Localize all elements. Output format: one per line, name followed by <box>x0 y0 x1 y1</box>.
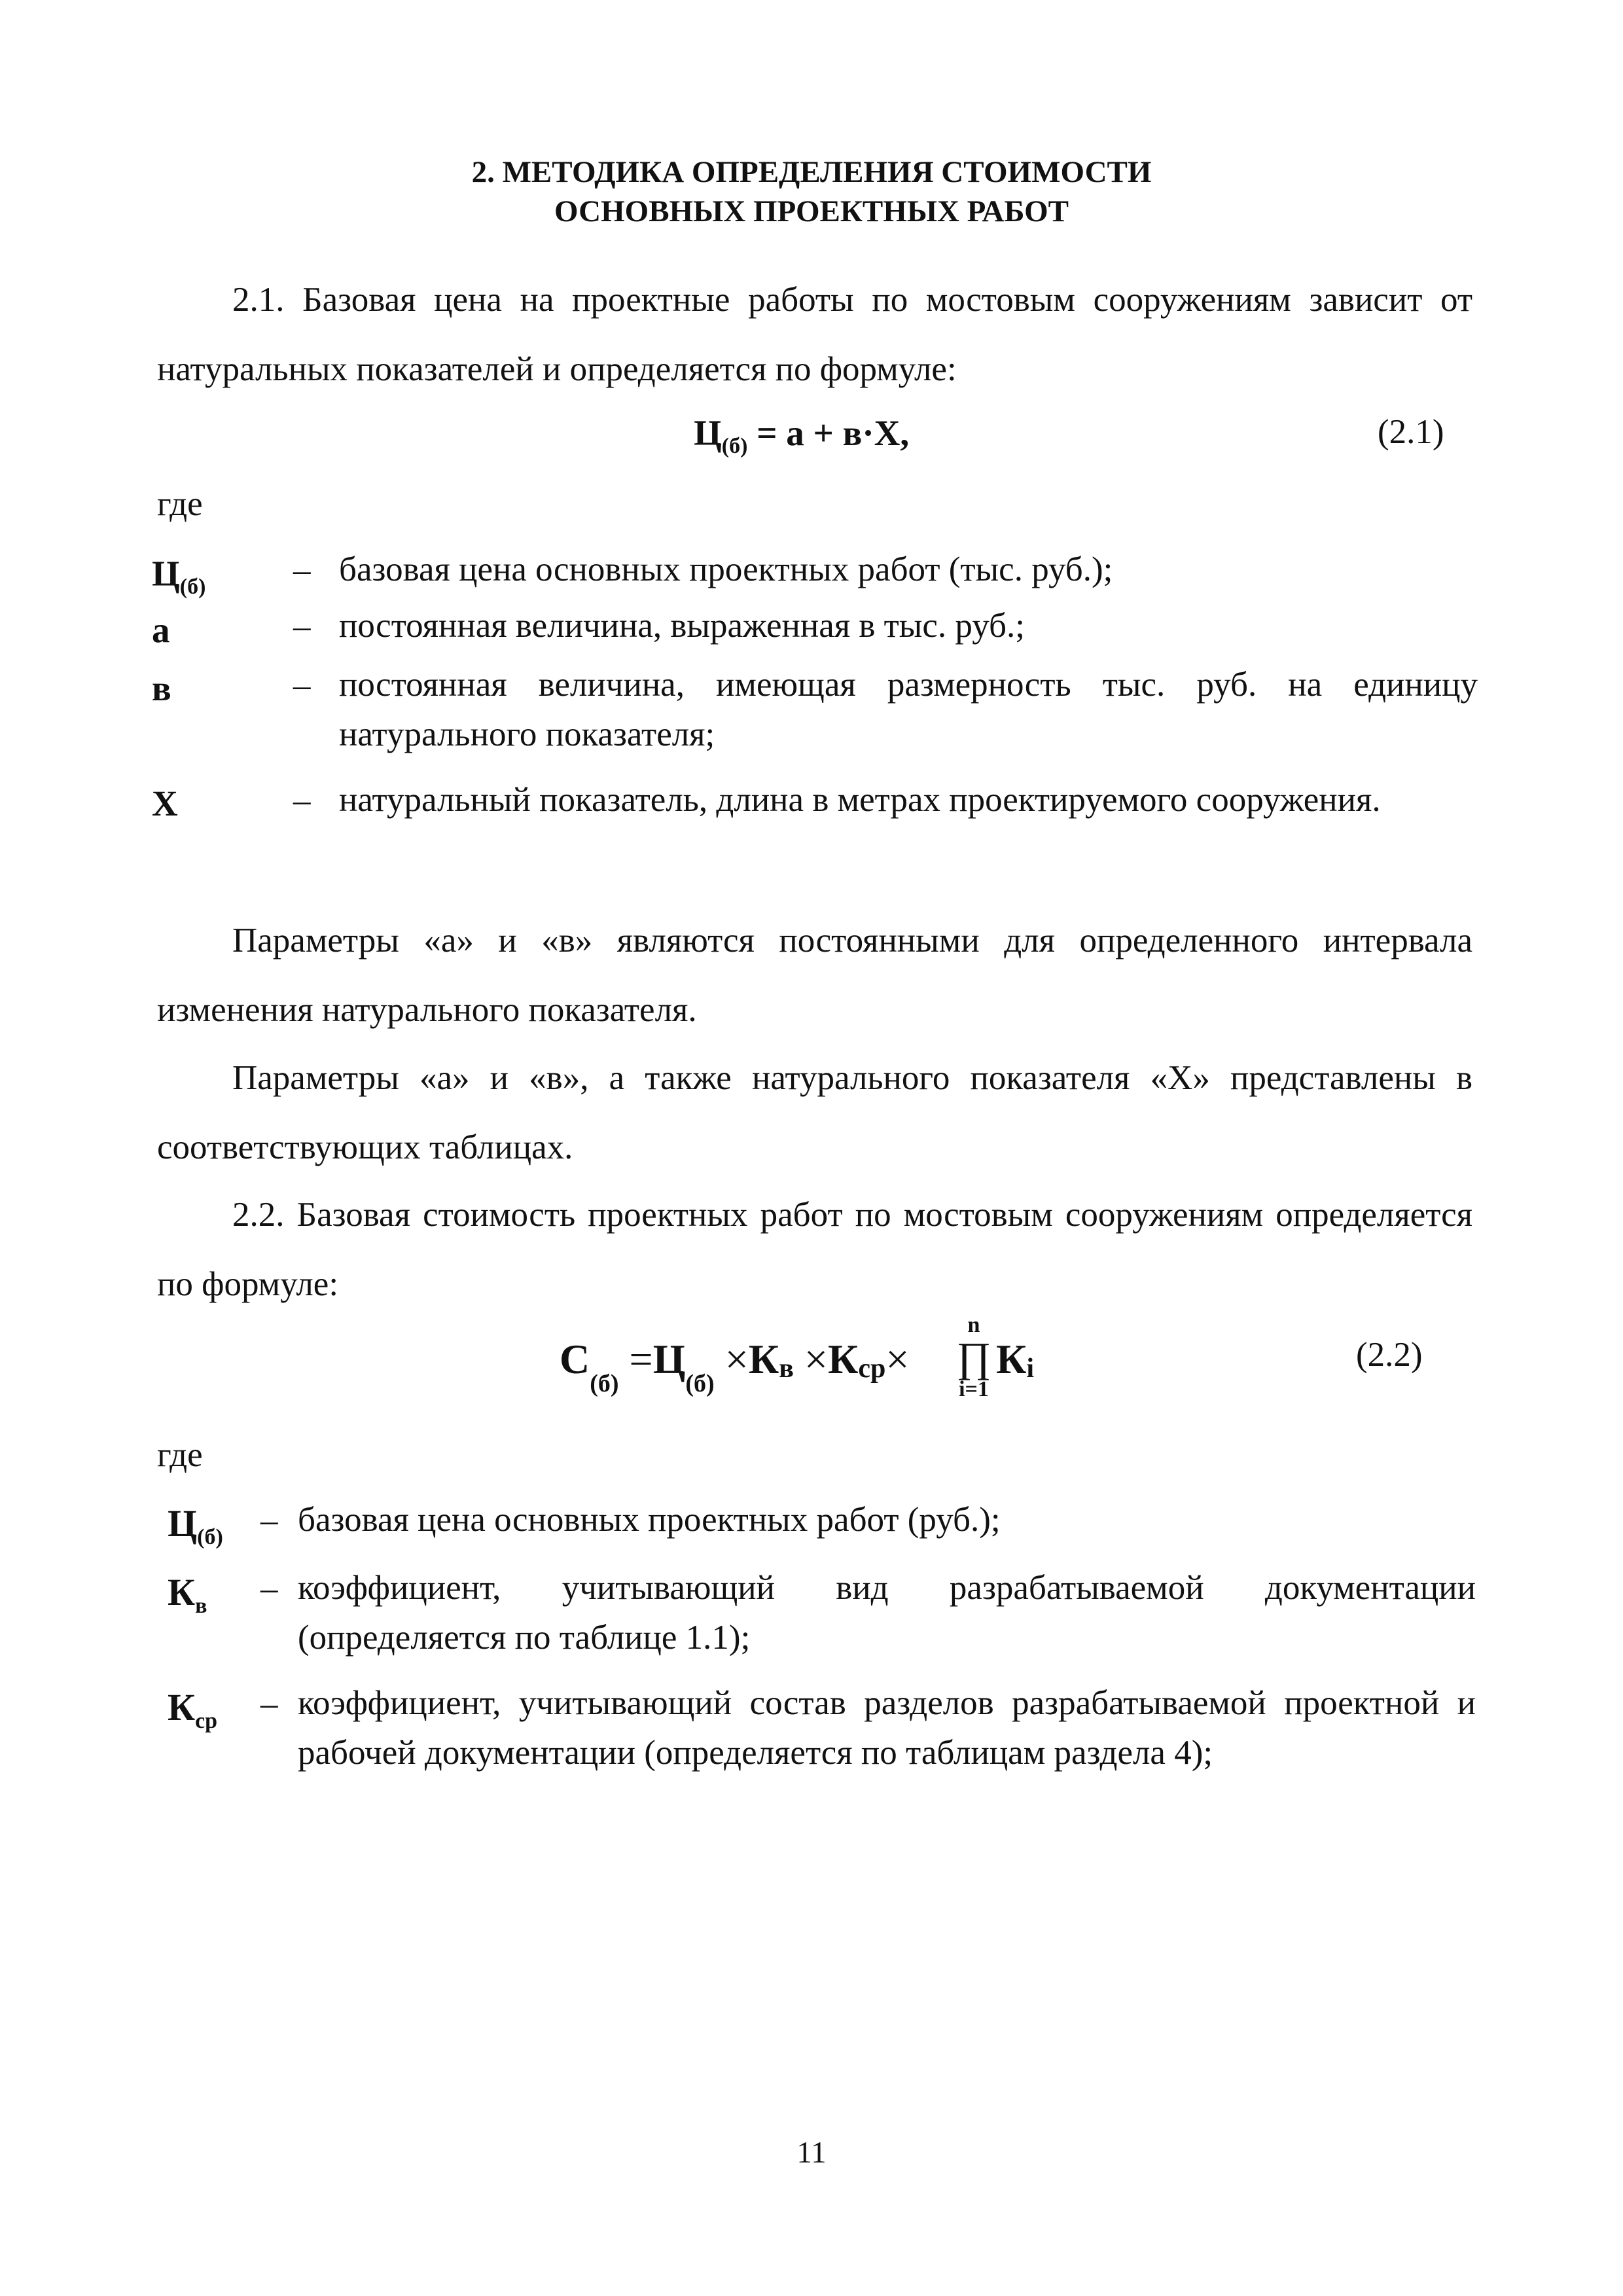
paragraph-parameters-2: Параметры «а» и «в», а также натурального показателя «Х» представлены в соответствующих таблицах. <box>157 1059 1472 1166</box>
formula-2-2-ts-sub: (б) <box>685 1370 715 1397</box>
definition-dash: – <box>293 607 311 645</box>
definition-dash: – <box>260 1685 278 1723</box>
definition-dash: – <box>260 1570 278 1607</box>
formula-2-1-lhs-sub: (б) <box>721 434 748 458</box>
paragraph-parameters-1: Параметры «а» и «в» являются постоянными для определенного интервала изменения натурального показателя. <box>157 922 1472 1029</box>
product-upper-limit: n <box>967 1313 980 1337</box>
definition-symbol: а <box>152 610 170 650</box>
product-symbol: ∏ <box>956 1334 991 1380</box>
formula-2-2-equals: = <box>629 1336 653 1382</box>
formula-2-2-product <box>954 1314 993 1401</box>
equation-number-2-2: (2.2) <box>1356 1336 1423 1374</box>
product-lower-limit: i=1 <box>959 1377 989 1401</box>
section-heading-line-1: 2. МЕТОДИКА ОПРЕДЕЛЕНИЯ СТОИМОСТИ <box>471 155 1152 189</box>
definition-symbol: $Ц_{(б)}$ <box>152 554 206 599</box>
definition-symbol: $К_в$ <box>168 1571 207 1618</box>
definition-symbol: в <box>152 668 171 708</box>
definition-dash: – <box>293 781 311 819</box>
formula-2-2-ts: Ц <box>652 1336 686 1382</box>
definition-dash: – <box>293 666 311 704</box>
formula-2-2-c-sub: (б) <box>590 1370 619 1397</box>
formula-2-2-ksr-sub: ср <box>858 1354 886 1384</box>
formula-2-2-ksr: К <box>828 1336 859 1382</box>
formula-2-1-lhs: Ц <box>694 413 722 453</box>
where-label-1: где <box>157 485 203 523</box>
page-number: 11 <box>796 2136 827 2170</box>
paragraph-2-1: 2.1. Базовая цена на проектные работы по мостовым сооружениям зависит от натуральных показателей и определяется по формуле: <box>157 281 1472 388</box>
formula-2-1 <box>694 412 910 458</box>
formula-2-2 <box>560 1335 910 1397</box>
formula-2-2-c: С <box>560 1336 590 1382</box>
definition-text: натуральный показатель, длина в метрах проектируемого сооружения. <box>339 781 1381 819</box>
definition-text: базовая цена основных проектных работ (тыс. руб.); <box>339 550 1113 588</box>
formula-2-2-times-2: × <box>804 1336 828 1382</box>
paragraph-2-2: 2.2. Базовая стоимость проектных работ по мостовым сооружениям определяется по формуле: <box>157 1196 1472 1303</box>
definition-symbol: Х <box>152 783 178 823</box>
definition-text: постоянная величина, выраженная в тыс. руб.; <box>339 607 1025 645</box>
formula-2-2-ki: Кi <box>996 1336 1035 1384</box>
formula-2-2-kv-sub: в <box>779 1354 794 1384</box>
formula-2-2-times-1: × <box>724 1336 749 1382</box>
definition-text: базовая цена основных проектных работ (руб.); <box>298 1501 1001 1539</box>
formula-2-2-times-3: × <box>885 1336 910 1382</box>
formula-2-1-rhs: = а + в·Х, <box>747 413 910 453</box>
definition-symbol: $Ц_{(б)}$ <box>168 1502 223 1549</box>
where-label-2: где <box>157 1436 203 1474</box>
definition-text: постоянная величина, имеющая размерность тыс. руб. на единицу натурального показателя; <box>339 666 1478 753</box>
equation-number-2-1: (2.1) <box>1378 413 1444 451</box>
definition-text: коэффициент, учитывающий вид разрабатываемой документации (определяется по таблице 1.1); <box>298 1569 1476 1657</box>
definition-text: коэффициент, учитывающий состав разделов разрабатываемой проектной и рабочей документации (определяется по таблицам раздела 4); <box>298 1684 1476 1772</box>
definition-dash: – <box>260 1501 278 1539</box>
formula-2-2-kv: К <box>748 1336 779 1382</box>
section-heading-line-2: ОСНОВНЫХ ПРОЕКТНЫХ РАБОТ <box>554 194 1069 228</box>
definition-dash: – <box>293 551 311 589</box>
definition-symbol: $К_{ср}$ <box>168 1686 218 1733</box>
